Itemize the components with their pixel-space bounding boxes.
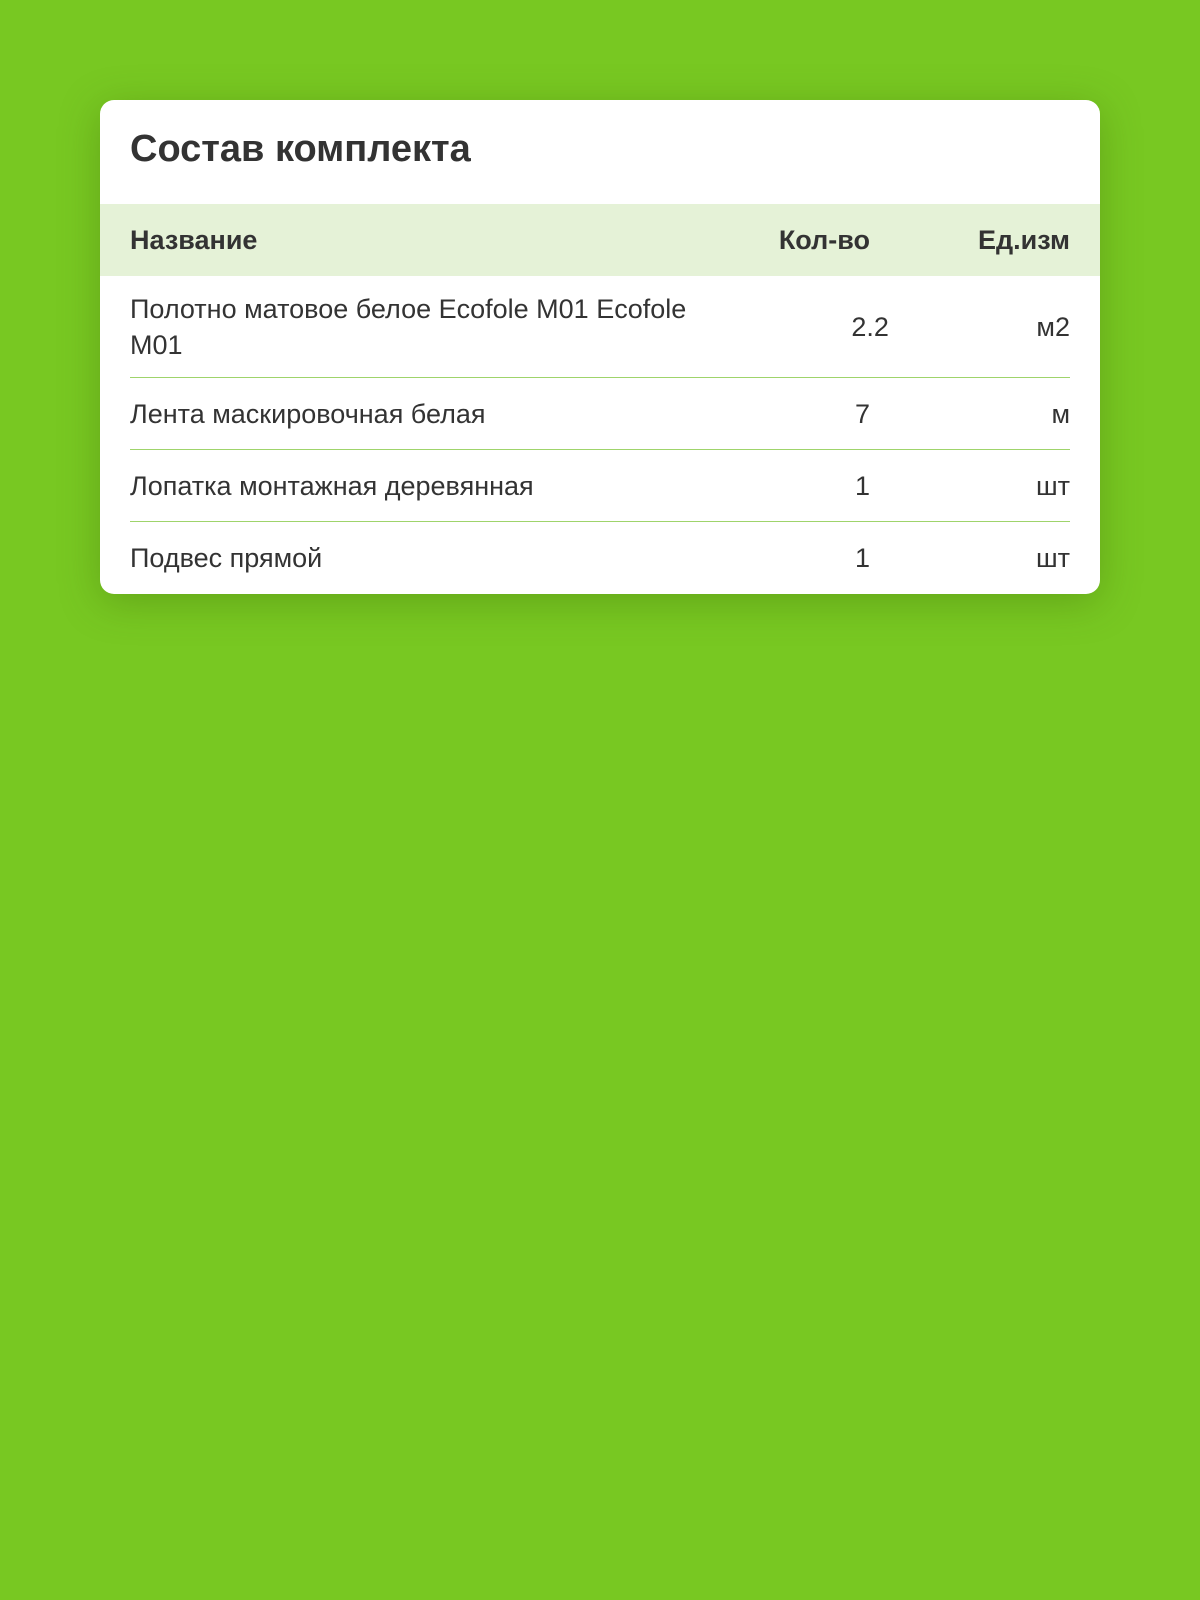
table-row xyxy=(130,378,1070,450)
table-body xyxy=(100,276,1100,594)
item-unit: шт xyxy=(1035,543,1070,573)
item-unit: м2 xyxy=(1036,311,1070,342)
item-qty: 2.2 xyxy=(851,311,889,342)
kit-contents-card xyxy=(100,100,1100,594)
column-header-qty: Кол-во xyxy=(778,224,870,255)
kit-contents-table xyxy=(100,204,1100,594)
item-name: Подвес прямой xyxy=(130,543,323,573)
item-qty: 1 xyxy=(854,470,870,501)
item-qty: 1 xyxy=(854,543,870,573)
item-qty: 7 xyxy=(854,398,870,429)
table-row xyxy=(130,276,1070,378)
item-name: Полотно матовое белое Ecofole M01 Ecofole M01 xyxy=(130,293,687,360)
table-header xyxy=(100,204,1100,276)
table-row xyxy=(130,522,1070,594)
item-unit: шт xyxy=(1035,470,1070,501)
column-header-unit: Ед.изм xyxy=(978,224,1070,255)
item-name: Лента маскировочная белая xyxy=(130,398,486,429)
item-unit: м xyxy=(1051,398,1070,429)
table-row xyxy=(130,450,1070,522)
card-title: Состав комплекта xyxy=(130,128,471,170)
column-header-name: Название xyxy=(130,224,258,255)
item-name: Лопатка монтажная деревянная xyxy=(130,470,534,501)
